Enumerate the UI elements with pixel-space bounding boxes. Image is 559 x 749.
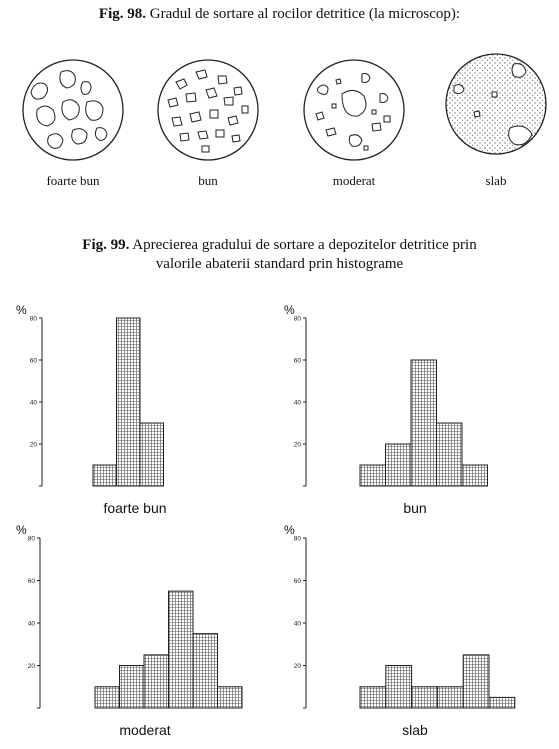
y-tick-label: 60 bbox=[293, 578, 301, 585]
fig98-number: Fig. 98. bbox=[98, 6, 147, 22]
fig99-caption-line1: Aprecierea gradului de sortare a depozitelor detritice prin bbox=[129, 237, 477, 253]
histogram-label-slab: slab bbox=[402, 722, 428, 738]
fig99-caption-line2: valorile abaterii standard prin histograme bbox=[155, 256, 404, 272]
y-axis-label: % bbox=[284, 523, 295, 537]
label-bun: bun bbox=[198, 173, 218, 188]
label-moderat: moderat bbox=[332, 173, 376, 188]
histogram-bar bbox=[386, 666, 412, 709]
y-tick-label: 40 bbox=[293, 399, 301, 407]
histogram-bar bbox=[463, 655, 489, 708]
y-tick-label: 60 bbox=[293, 357, 301, 365]
histogram-bun bbox=[280, 296, 530, 496]
microscope-view-moderat bbox=[302, 58, 406, 162]
histogram-bar bbox=[193, 634, 218, 708]
y-tick-label: 40 bbox=[293, 620, 301, 628]
histogram-bar bbox=[386, 444, 412, 486]
histogram-label-bun: bun bbox=[403, 500, 427, 516]
y-axis-label: % bbox=[16, 523, 27, 537]
histogram-label-foarte-bun: foarte bun bbox=[103, 500, 167, 516]
histogram-bar bbox=[117, 318, 141, 486]
histogram-bar bbox=[95, 687, 120, 708]
fig98-caption bbox=[0, 6, 559, 23]
y-tick-label: 20 bbox=[29, 441, 37, 449]
histogram-bar bbox=[93, 465, 117, 486]
y-tick-label: 80 bbox=[293, 535, 301, 543]
histogram-bar bbox=[169, 591, 194, 708]
histogram-slab bbox=[280, 520, 530, 720]
histogram-label-moderat: moderat bbox=[119, 722, 171, 738]
y-tick-label: 20 bbox=[27, 663, 35, 670]
histogram-bar bbox=[360, 687, 386, 708]
y-tick-label: 80 bbox=[293, 315, 301, 323]
y-axis-label: % bbox=[284, 303, 295, 317]
fig98-caption-text: Gradul de sortare al rocilor detritice (la microscop): bbox=[146, 6, 461, 22]
histogram-foarte-bun bbox=[10, 296, 260, 496]
microscope-view-bun bbox=[156, 58, 260, 162]
fig99-number: Fig. 99. bbox=[82, 237, 130, 253]
fig99-caption bbox=[0, 236, 559, 274]
microscope-view-foarte-bun bbox=[21, 58, 125, 162]
label-foarte-bun: foarte bun bbox=[46, 173, 100, 188]
y-tick-label: 60 bbox=[27, 578, 35, 585]
y-tick-label: 20 bbox=[293, 663, 301, 670]
y-tick-label: 40 bbox=[27, 620, 35, 628]
y-tick-label: 60 bbox=[29, 357, 37, 365]
histogram-bar bbox=[412, 687, 438, 708]
histogram-bar bbox=[120, 666, 145, 709]
y-tick-label: 80 bbox=[27, 535, 35, 543]
microscope-view-slab bbox=[444, 52, 548, 156]
histogram-bar bbox=[411, 360, 437, 486]
histogram-bar bbox=[437, 687, 463, 708]
histogram-bar bbox=[144, 655, 169, 708]
label-slab: slab bbox=[485, 173, 507, 188]
y-tick-label: 20 bbox=[293, 441, 301, 449]
histogram-bar bbox=[218, 687, 243, 708]
histogram-bar bbox=[437, 423, 463, 486]
histogram-moderat bbox=[10, 520, 260, 720]
histogram-bar bbox=[489, 697, 515, 708]
y-tick-label: 40 bbox=[29, 399, 37, 407]
y-axis-label: % bbox=[16, 303, 27, 317]
histogram-bar bbox=[360, 465, 386, 486]
y-tick-label: 80 bbox=[29, 315, 37, 323]
histogram-bar bbox=[140, 423, 164, 486]
histogram-bar bbox=[462, 465, 488, 486]
